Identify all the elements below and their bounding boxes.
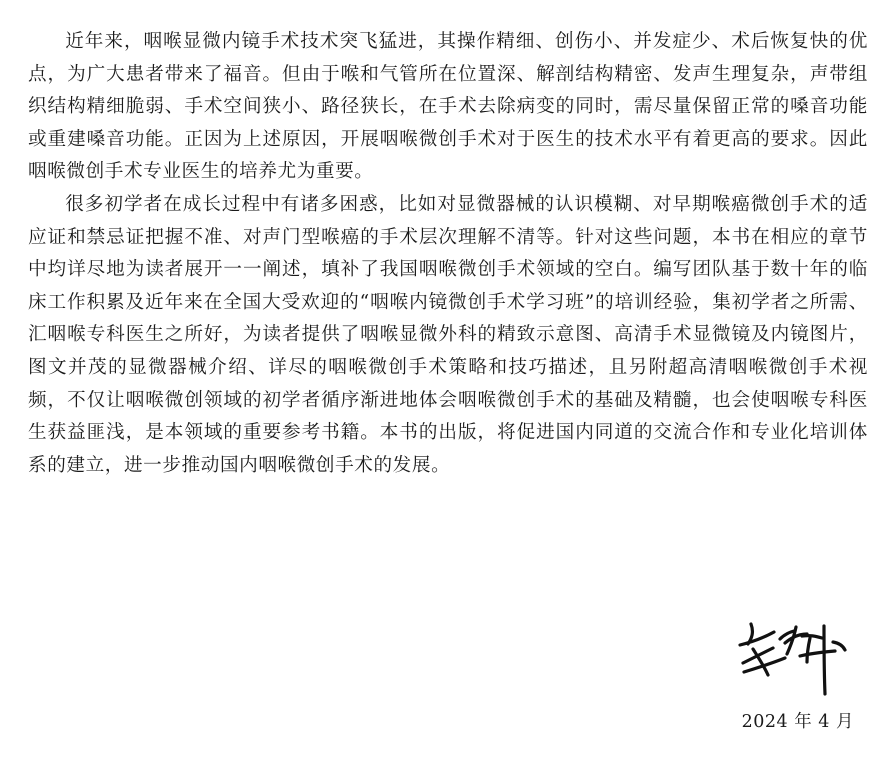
handwritten-signature (732, 614, 850, 702)
paragraph-2: 很多初学者在成长过程中有诸多困惑，比如对显微器械的认识模糊、对早期喉癌微创手术的适应证和禁忌证把握不准、对声门型喉癌的手术层次理解不清等。针对这些问题，本书在相应的章节中均详尽地为读者展开一一阐述，填补了我国咽喉微创手术领域的空白。编写团队基于数十年的临床工作积累及近年来在全国大受欢迎的“咽喉内镜微创手术学习班”的培训经验，集初学者之所需、汇咽喉专科医生之所好，为读者提供了咽喉显微外科的精致示意图、高清手术显微镜及内镜图片，图文并茂的显微器械介绍、详尽的咽喉微创手术策略和技巧描述，且另附超高清咽喉微创手术视频，不仅让咽喉微创领域的初学者循序渐进地体会咽喉微创手术的基础及精髓，也会使咽喉专科医生获益匪浅，是本领域的重要参考书籍。本书的出版，将促进国内同道的交流合作和专业化培训体系的建立，进一步推动国内咽喉微创手术的发展。 (28, 193, 868, 476)
body-text (28, 26, 868, 482)
paragraph-1: 近年来，咽喉显微内镜手术技术突飞猛进，其操作精细、创伤小、并发症少、术后恢复快的优点，为广大患者带来了福音。但由于喉和气管所在位置深、解剖结构精密、发声生理复杂，声带组织结构精细脆弱、手术空间狭小、路径狭长，在手术去除病变的同时，需尽量保留正常的嗓音功能或重建嗓音功能。正因为上述原因，开展咽喉微创手术对于医生的技术水平有着更高的要求。因此咽喉微创手术专业医生的培养尤为重要。 (28, 31, 868, 183)
date-label: 2024 年 4 月 (741, 712, 854, 732)
